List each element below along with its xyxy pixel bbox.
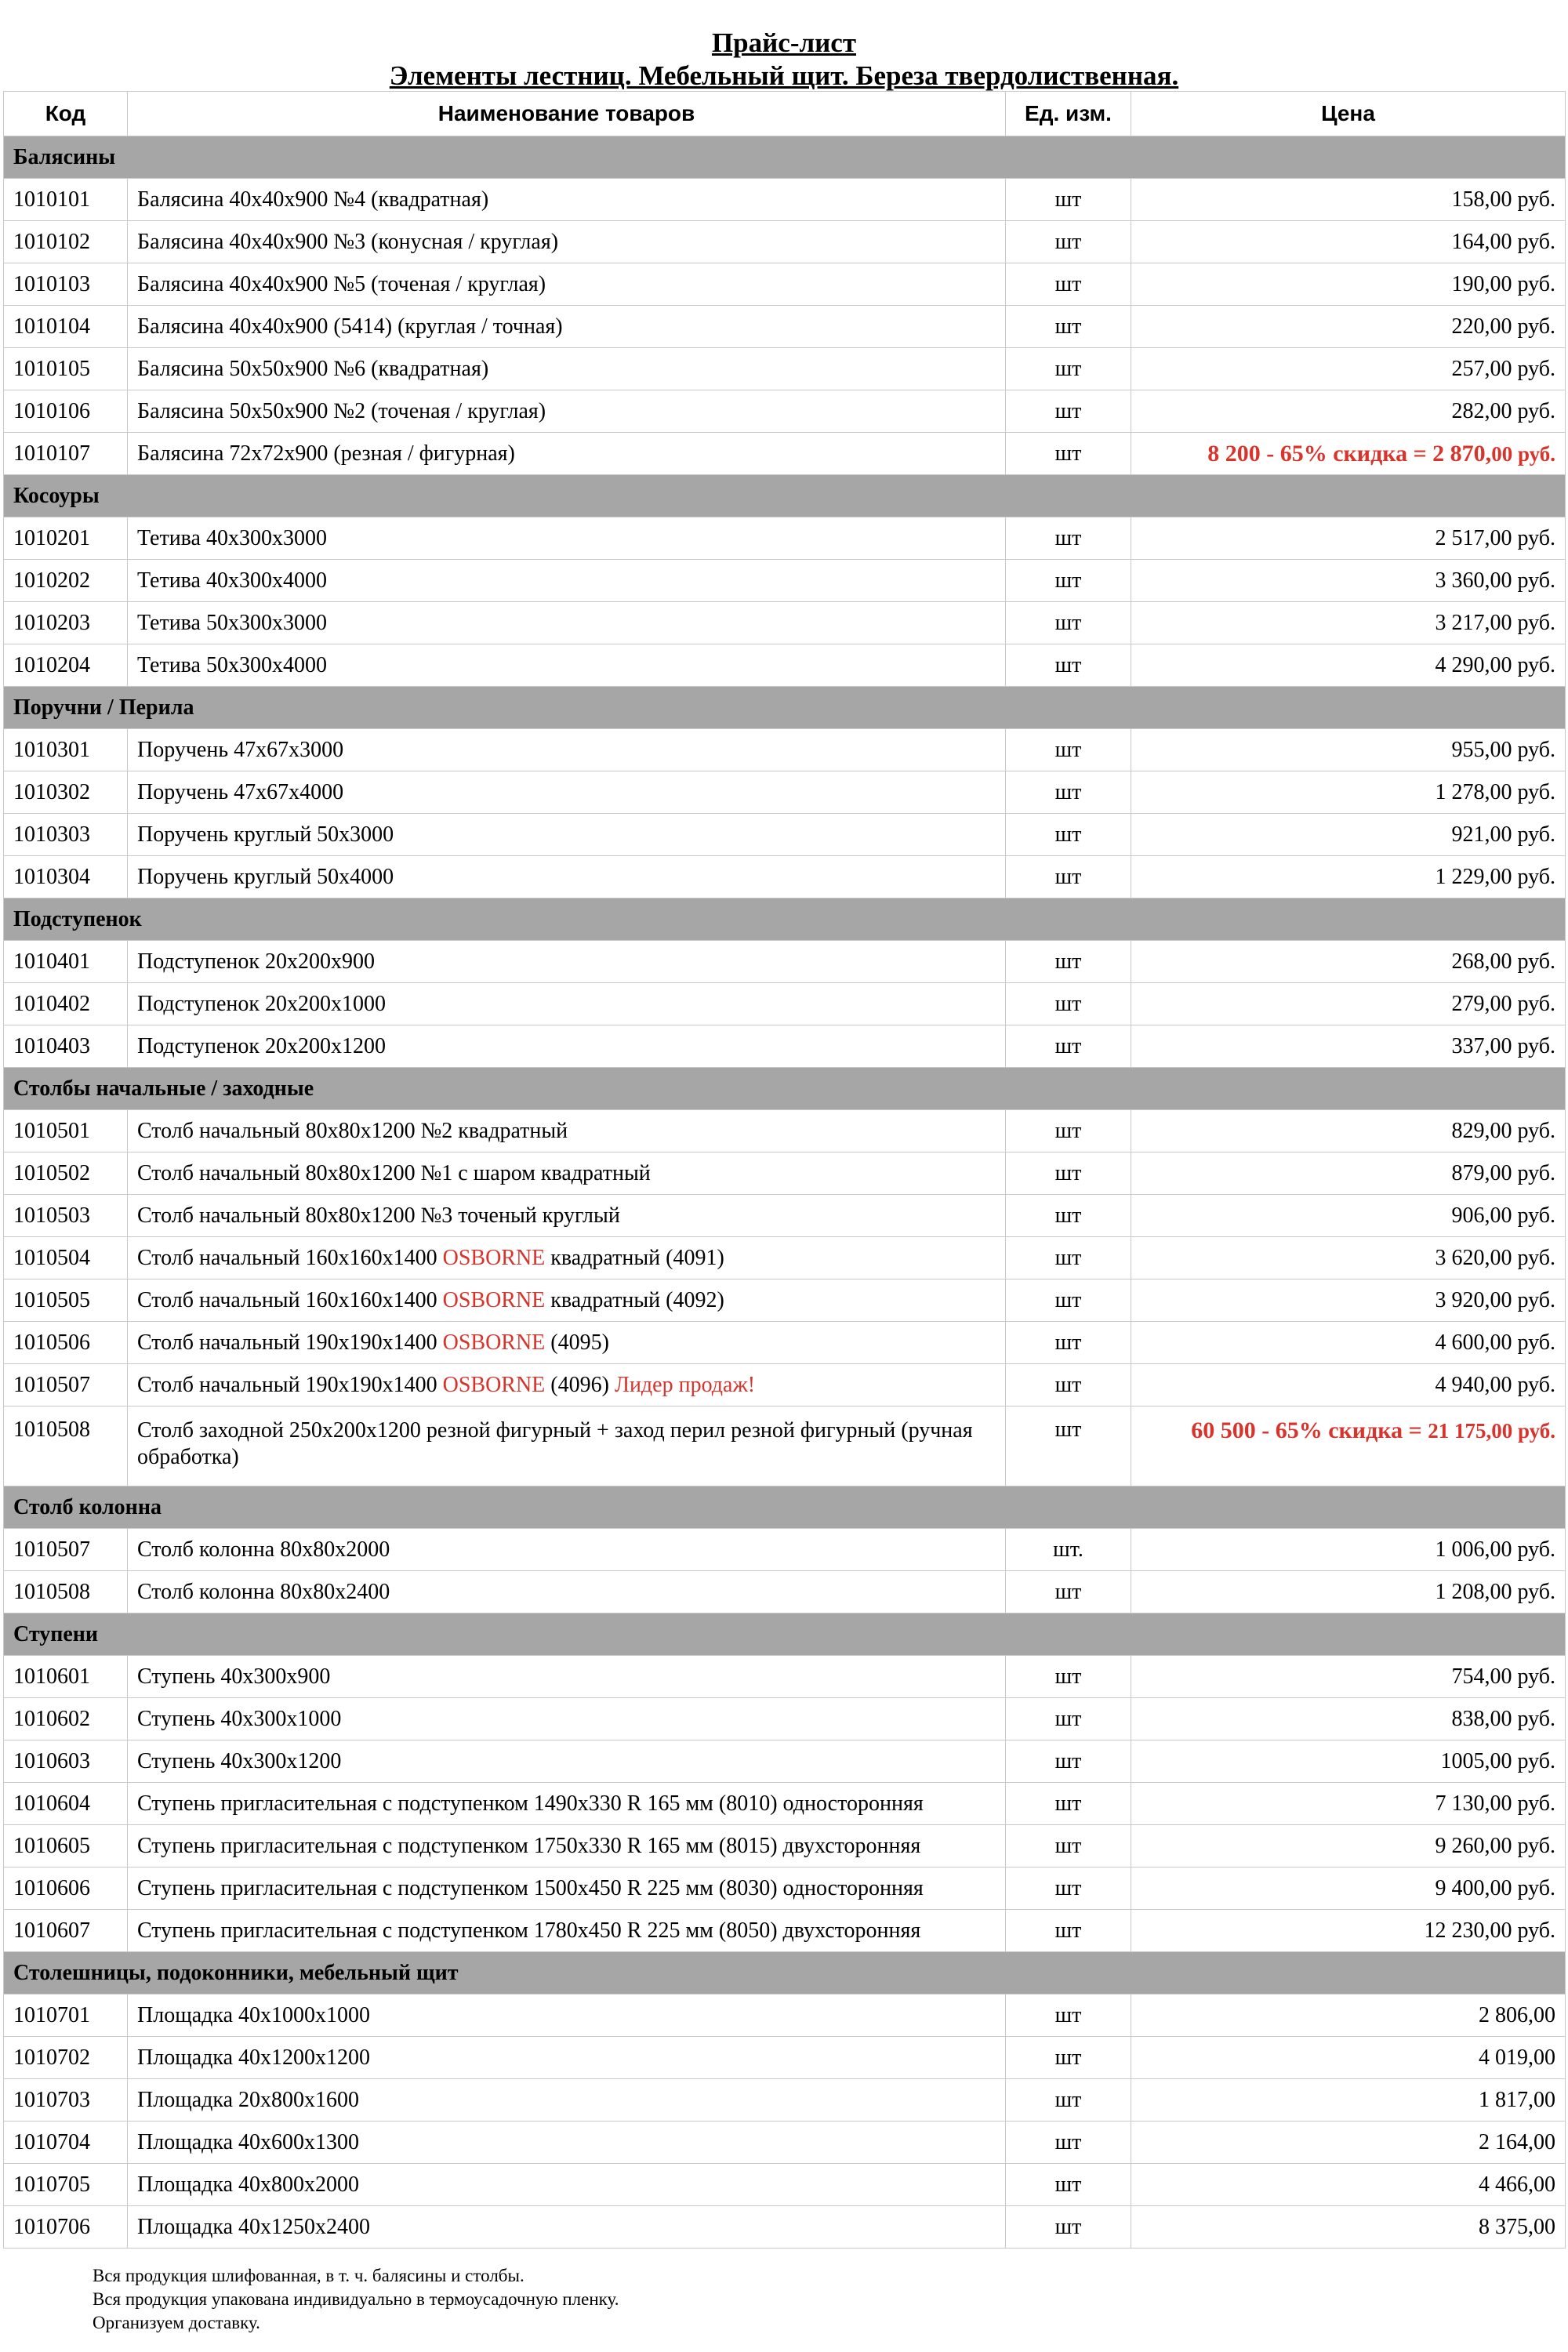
item-name: Столб начальный 80х80х1200 №3 точеный круглый — [128, 1195, 1006, 1237]
item-code: 1010201 — [4, 517, 128, 560]
item-price: 4 466,00 — [1131, 2164, 1566, 2206]
item-code: 1010602 — [4, 1698, 128, 1740]
table-row — [4, 941, 1566, 983]
item-code: 1010401 — [4, 941, 128, 983]
item-unit: шт — [1006, 2122, 1131, 2164]
table-row — [4, 1656, 1566, 1698]
item-name: Балясина 40х40х900 №3 (конусная / круглая) — [128, 221, 1006, 263]
item-price: 164,00 руб. — [1131, 221, 1566, 263]
item-name: Ступень 40х300х1000 — [128, 1698, 1006, 1740]
item-unit: шт — [1006, 1195, 1131, 1237]
item-code: 1010604 — [4, 1783, 128, 1825]
section-title: Подступенок — [4, 898, 1566, 941]
item-unit: шт — [1006, 1279, 1131, 1322]
item-name: Столб колонна 80х80х2400 — [128, 1571, 1006, 1613]
brand-label: OSBORNE — [442, 1330, 546, 1355]
item-unit: шт — [1006, 1825, 1131, 1867]
item-name-suffix: квадратный (4091) — [545, 1245, 724, 1270]
item-price: 4 600,00 руб. — [1131, 1322, 1566, 1364]
bestseller-badge: Лидер продаж! — [614, 1372, 756, 1397]
item-price: 3 217,00 руб. — [1131, 602, 1566, 644]
table-row — [4, 1740, 1566, 1783]
item-price: 921,00 руб. — [1131, 814, 1566, 856]
table-row — [4, 390, 1566, 433]
item-unit: шт — [1006, 433, 1131, 475]
item-unit: шт — [1006, 179, 1131, 221]
item-unit: шт — [1006, 1571, 1131, 1613]
item-code: 1010105 — [4, 348, 128, 390]
table-row — [4, 1571, 1566, 1613]
item-name: Тетива 40х300х3000 — [128, 517, 1006, 560]
item-name: Поручень 47х67х3000 — [128, 729, 1006, 771]
section-header — [4, 1068, 1566, 1110]
item-price: 4 290,00 руб. — [1131, 644, 1566, 687]
table-row — [4, 983, 1566, 1025]
table-row — [4, 602, 1566, 644]
item-name: Ступень пригласительная с подступенком 1490х330 R 165 мм (8010) односторонняя — [128, 1783, 1006, 1825]
item-code: 1010701 — [4, 1994, 128, 2037]
item-name: Балясина 40х40х900 (5414) (круглая / точная) — [128, 306, 1006, 348]
price-table-body — [4, 136, 1566, 2249]
item-price — [1131, 433, 1566, 475]
item-code: 1010403 — [4, 1025, 128, 1068]
table-row — [4, 560, 1566, 602]
table-row — [4, 221, 1566, 263]
section-header — [4, 1952, 1566, 1994]
item-name: Площадка 40х1200х1200 — [128, 2037, 1006, 2079]
discount-result: 21 175,00 руб. — [1428, 1419, 1555, 1443]
item-code: 1010304 — [4, 856, 128, 898]
section-title: Поручни / Перила — [4, 687, 1566, 729]
table-row — [4, 1825, 1566, 1867]
table-row — [4, 263, 1566, 306]
item-price: 754,00 руб. — [1131, 1656, 1566, 1698]
item-unit: шт — [1006, 390, 1131, 433]
item-price: 2 164,00 — [1131, 2122, 1566, 2164]
item-code: 1010606 — [4, 1867, 128, 1910]
note-line: Вся продукция шлифованная, в т. ч. балясины и столбы. — [93, 2266, 524, 2285]
item-unit: шт — [1006, 1656, 1131, 1698]
item-price: 2 806,00 — [1131, 1994, 1566, 2037]
item-name: Площадка 40х1000х1000 — [128, 1994, 1006, 2037]
item-price: 906,00 руб. — [1131, 1195, 1566, 1237]
item-unit: шт — [1006, 1025, 1131, 1068]
item-code: 1010504 — [4, 1237, 128, 1279]
item-code: 1010402 — [4, 983, 128, 1025]
table-row — [4, 1279, 1566, 1322]
item-name: Балясина 50х50х900 №6 (квадратная) — [128, 348, 1006, 390]
footer-notes — [93, 2264, 619, 2335]
item-unit: шт — [1006, 729, 1131, 771]
table-row — [4, 433, 1566, 475]
item-name — [128, 1279, 1006, 1322]
item-code: 1010106 — [4, 390, 128, 433]
item-name-suffix: (4096) — [545, 1372, 615, 1397]
item-name — [128, 1322, 1006, 1364]
item-code: 1010103 — [4, 263, 128, 306]
item-price: 879,00 руб. — [1131, 1152, 1566, 1195]
item-price: 955,00 руб. — [1131, 729, 1566, 771]
discount-price — [1191, 1417, 1555, 1443]
table-row — [4, 644, 1566, 687]
item-code: 1010101 — [4, 179, 128, 221]
price-table — [3, 91, 1566, 2249]
item-code: 1010508 — [4, 1571, 128, 1613]
item-unit: шт — [1006, 1994, 1131, 2037]
discount-formula: 60 500 - 65% скидка = — [1191, 1417, 1428, 1443]
item-code: 1010507 — [4, 1529, 128, 1571]
item-price: 9 400,00 руб. — [1131, 1867, 1566, 1910]
item-code: 1010203 — [4, 602, 128, 644]
item-unit: шт — [1006, 1783, 1131, 1825]
item-code: 1010302 — [4, 771, 128, 814]
column-header-code: Код — [4, 92, 128, 136]
table-row — [4, 1406, 1566, 1486]
table-row — [4, 348, 1566, 390]
item-price: 1 229,00 руб. — [1131, 856, 1566, 898]
item-code: 1010202 — [4, 560, 128, 602]
discount-formula: 8 200 - 65% скидка = 2 870, — [1207, 440, 1492, 466]
item-unit: шт — [1006, 2079, 1131, 2122]
item-price: 9 260,00 руб. — [1131, 1825, 1566, 1867]
item-price: 4 940,00 руб. — [1131, 1364, 1566, 1406]
table-row — [4, 1110, 1566, 1152]
item-unit: шт — [1006, 602, 1131, 644]
table-row — [4, 517, 1566, 560]
item-name: Площадка 20х800х1600 — [128, 2079, 1006, 2122]
table-row — [4, 1152, 1566, 1195]
section-title: Ступени — [4, 1613, 1566, 1656]
item-name: Подступенок 20х200х900 — [128, 941, 1006, 983]
table-row — [4, 306, 1566, 348]
item-price: 282,00 руб. — [1131, 390, 1566, 433]
item-name: Балясина 40х40х900 №4 (квадратная) — [128, 179, 1006, 221]
item-price: 1 208,00 руб. — [1131, 1571, 1566, 1613]
item-code: 1010503 — [4, 1195, 128, 1237]
table-row — [4, 2079, 1566, 2122]
section-header — [4, 687, 1566, 729]
table-row — [4, 771, 1566, 814]
section-title: Косоуры — [4, 475, 1566, 517]
column-header-price: Цена — [1131, 92, 1566, 136]
item-price: 337,00 руб. — [1131, 1025, 1566, 1068]
item-unit: шт — [1006, 306, 1131, 348]
item-unit: шт — [1006, 856, 1131, 898]
section-header — [4, 475, 1566, 517]
item-unit: шт — [1006, 1698, 1131, 1740]
item-name: Тетива 50х300х3000 — [128, 602, 1006, 644]
item-name-text: Столб начальный 190х190х1400 — [137, 1330, 443, 1355]
item-name: Ступень пригласительная с подступенком 1780х450 R 225 мм (8050) двухсторонняя — [128, 1910, 1006, 1952]
note-line: Организуем доставку. — [93, 2313, 260, 2332]
discount-price — [1207, 441, 1555, 466]
section-title: Балясины — [4, 136, 1566, 179]
item-price: 257,00 руб. — [1131, 348, 1566, 390]
item-unit: шт — [1006, 1322, 1131, 1364]
item-name: Поручень 47х67х4000 — [128, 771, 1006, 814]
table-row — [4, 2164, 1566, 2206]
item-name: Поручень круглый 50х4000 — [128, 856, 1006, 898]
column-header-unit: Ед. изм. — [1006, 92, 1131, 136]
brand-label: OSBORNE — [442, 1287, 546, 1312]
item-code: 1010706 — [4, 2206, 128, 2249]
item-price: 3 620,00 руб. — [1131, 1237, 1566, 1279]
item-unit: шт — [1006, 348, 1131, 390]
item-unit: шт — [1006, 1406, 1131, 1486]
item-code: 1010703 — [4, 2079, 128, 2122]
page-subtitle: Элементы лестниц. Мебельный щит. Береза твердолиственная. — [389, 60, 1179, 91]
section-title: Столешницы, подоконники, мебельный щит — [4, 1952, 1566, 1994]
item-unit: шт — [1006, 221, 1131, 263]
item-code: 1010501 — [4, 1110, 128, 1152]
table-row — [4, 1783, 1566, 1825]
table-row — [4, 1867, 1566, 1910]
item-unit: шт — [1006, 1364, 1131, 1406]
item-name: Поручень круглый 50х3000 — [128, 814, 1006, 856]
item-name: Площадка 40х800х2000 — [128, 2164, 1006, 2206]
item-unit: шт — [1006, 983, 1131, 1025]
item-code: 1010605 — [4, 1825, 128, 1867]
item-price: 3 920,00 руб. — [1131, 1279, 1566, 1322]
table-row — [4, 1529, 1566, 1571]
section-header — [4, 1486, 1566, 1529]
item-price: 2 517,00 руб. — [1131, 517, 1566, 560]
item-name: Балясина 72х72х900 (резная / фигурная) — [128, 433, 1006, 475]
item-unit: шт — [1006, 771, 1131, 814]
item-code: 1010705 — [4, 2164, 128, 2206]
table-row — [4, 2122, 1566, 2164]
table-row — [4, 1322, 1566, 1364]
item-name: Подступенок 20х200х1000 — [128, 983, 1006, 1025]
table-header — [4, 92, 1566, 136]
item-name: Ступень пригласительная с подступенком 1500х450 R 225 мм (8030) односторонняя — [128, 1867, 1006, 1910]
table-row — [4, 1698, 1566, 1740]
item-price — [1131, 1406, 1566, 1486]
item-name: Ступень 40х300х900 — [128, 1656, 1006, 1698]
page-title: Прайс-лист — [711, 27, 857, 58]
brand-label: OSBORNE — [442, 1372, 546, 1397]
table-row — [4, 2037, 1566, 2079]
table-row — [4, 1195, 1566, 1237]
item-unit: шт — [1006, 1152, 1131, 1195]
item-code: 1010506 — [4, 1322, 128, 1364]
item-unit: шт. — [1006, 1529, 1131, 1571]
item-code: 1010104 — [4, 306, 128, 348]
item-price: 829,00 руб. — [1131, 1110, 1566, 1152]
item-name: Столб заходной 250х200х1200 резной фигурный + заход перил резной фигурный (ручная обработка) — [128, 1406, 1006, 1486]
item-code: 1010508 — [4, 1406, 128, 1486]
item-price: 12 230,00 руб. — [1131, 1910, 1566, 1952]
table-row — [4, 814, 1566, 856]
item-code: 1010107 — [4, 433, 128, 475]
item-code: 1010301 — [4, 729, 128, 771]
column-header-name: Наименование товаров — [128, 92, 1006, 136]
item-name: Столб начальный 80х80х1200 №2 квадратный — [128, 1110, 1006, 1152]
table-row — [4, 179, 1566, 221]
title-block — [0, 27, 1568, 93]
item-unit: шт — [1006, 2164, 1131, 2206]
item-unit: шт — [1006, 2206, 1131, 2249]
item-name: Балясина 50х50х900 №2 (точеная / круглая) — [128, 390, 1006, 433]
item-name-text: Столб начальный 160х160х1400 — [137, 1287, 443, 1312]
item-price: 1005,00 руб. — [1131, 1740, 1566, 1783]
item-unit: шт — [1006, 263, 1131, 306]
item-price: 1 817,00 — [1131, 2079, 1566, 2122]
item-price: 7 130,00 руб. — [1131, 1783, 1566, 1825]
table-row — [4, 729, 1566, 771]
item-unit: шт — [1006, 1237, 1131, 1279]
note-line: Вся продукция упакована индивидуально в термоусадочную пленку. — [93, 2289, 619, 2309]
item-name: Подступенок 20х200х1200 — [128, 1025, 1006, 1068]
item-code: 1010204 — [4, 644, 128, 687]
section-header — [4, 898, 1566, 941]
item-price: 3 360,00 руб. — [1131, 560, 1566, 602]
brand-label: OSBORNE — [442, 1245, 546, 1270]
section-header — [4, 1613, 1566, 1656]
item-name-suffix: квадратный (4092) — [545, 1287, 724, 1312]
item-name-suffix: (4095) — [545, 1330, 609, 1355]
table-row — [4, 856, 1566, 898]
item-name: Балясина 40х40х900 №5 (точеная / круглая) — [128, 263, 1006, 306]
item-name: Площадка 40х1250х2400 — [128, 2206, 1006, 2249]
item-code: 1010507 — [4, 1364, 128, 1406]
item-price: 838,00 руб. — [1131, 1698, 1566, 1740]
item-code: 1010502 — [4, 1152, 128, 1195]
item-name: Площадка 40х600х1300 — [128, 2122, 1006, 2164]
item-code: 1010702 — [4, 2037, 128, 2079]
item-unit: шт — [1006, 1110, 1131, 1152]
item-unit: шт — [1006, 1910, 1131, 1952]
item-name: Тетива 40х300х4000 — [128, 560, 1006, 602]
item-name — [128, 1237, 1006, 1279]
item-name: Ступень пригласительная с подступенком 1750х330 R 165 мм (8015) двухсторонняя — [128, 1825, 1006, 1867]
item-unit: шт — [1006, 2037, 1131, 2079]
table-row — [4, 2206, 1566, 2249]
item-unit: шт — [1006, 1867, 1131, 1910]
table-row — [4, 1237, 1566, 1279]
section-title: Столб колонна — [4, 1486, 1566, 1529]
item-code: 1010102 — [4, 221, 128, 263]
item-price: 158,00 руб. — [1131, 179, 1566, 221]
item-code: 1010603 — [4, 1740, 128, 1783]
item-price: 1 278,00 руб. — [1131, 771, 1566, 814]
item-code: 1010704 — [4, 2122, 128, 2164]
item-name: Столб колонна 80х80х2000 — [128, 1529, 1006, 1571]
item-price: 1 006,00 руб. — [1131, 1529, 1566, 1571]
item-price: 268,00 руб. — [1131, 941, 1566, 983]
discount-result: 00 руб. — [1491, 441, 1555, 466]
item-code: 1010505 — [4, 1279, 128, 1322]
item-code: 1010607 — [4, 1910, 128, 1952]
item-unit: шт — [1006, 560, 1131, 602]
table-row — [4, 1364, 1566, 1406]
table-row — [4, 1910, 1566, 1952]
item-name: Ступень 40х300х1200 — [128, 1740, 1006, 1783]
item-name: Тетива 50х300х4000 — [128, 644, 1006, 687]
item-name: Столб начальный 80х80х1200 №1 с шаром квадратный — [128, 1152, 1006, 1195]
item-unit: шт — [1006, 814, 1131, 856]
item-price: 220,00 руб. — [1131, 306, 1566, 348]
item-price: 190,00 руб. — [1131, 263, 1566, 306]
table-row — [4, 1994, 1566, 2037]
item-unit: шт — [1006, 1740, 1131, 1783]
section-header — [4, 136, 1566, 179]
item-unit: шт — [1006, 941, 1131, 983]
item-code: 1010303 — [4, 814, 128, 856]
item-price: 279,00 руб. — [1131, 983, 1566, 1025]
table-row — [4, 1025, 1566, 1068]
item-name-text: Столб начальный 190х190х1400 — [137, 1372, 443, 1397]
item-code: 1010601 — [4, 1656, 128, 1698]
item-unit: шт — [1006, 517, 1131, 560]
item-name — [128, 1364, 1006, 1406]
item-price: 8 375,00 — [1131, 2206, 1566, 2249]
item-name-text: Столб начальный 160х160х1400 — [137, 1245, 443, 1270]
item-unit: шт — [1006, 644, 1131, 687]
section-title: Столбы начальные / заходные — [4, 1068, 1566, 1110]
item-price: 4 019,00 — [1131, 2037, 1566, 2079]
